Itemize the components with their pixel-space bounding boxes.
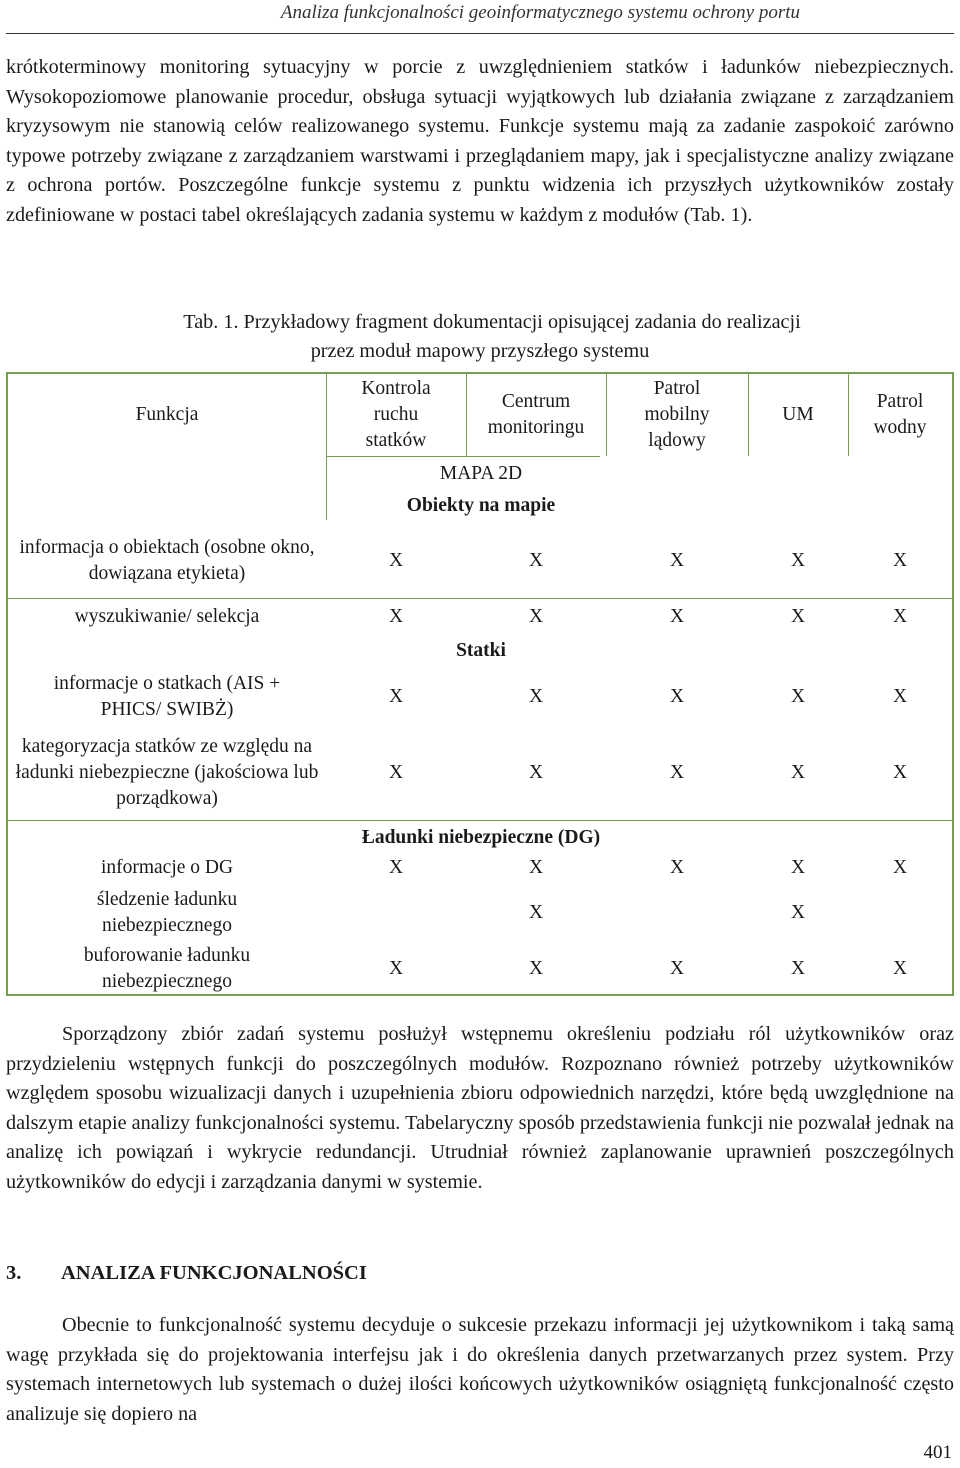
row-function: buforowanie ładunku niebezpiecznego [83,945,251,992]
row-mark: X [528,762,544,783]
section-obiekty: Obiekty na mapie [406,495,556,516]
row-function: informacje o statkach (AIS + PHICS/ SWIBŻ) [53,673,281,720]
row-function: informacja o obiektach (osobne okno, dowiązana etykieta) [19,537,315,584]
col-header-centrum-monitoringu: Centrum monitoringu [487,391,585,438]
section-statki: Statki [456,640,506,661]
col-header-um: UM [782,404,814,425]
section-title: ANALIZA FUNKCJONALNOŚCI [61,1262,367,1284]
row-mark: X [388,606,404,627]
row-mark: X [892,762,908,783]
row-mark [606,886,748,940]
row-mark: X [892,958,908,979]
row-mark [326,886,466,940]
row-mark: X [892,857,908,878]
section-ladunki: Ładunki niebezpieczne (DG) [361,827,601,848]
header-rule [6,33,954,34]
row-function: śledzenie ładunku niebezpiecznego [96,889,238,936]
header-function: Funkcja [135,404,199,425]
running-header [0,0,960,34]
row-mark: X [790,686,806,707]
row-mark: X [892,606,908,627]
row-mark: X [790,857,806,878]
row-mark: X [528,550,544,571]
intro-paragraph: krótkoterminowy monitoring sytuacyjny w porcie z uwzględnieniem statków i ładunków niebezpiecznych. Wysokopoziomowe planowanie procedur, obsługa sytuacji wyjątkowych lub działania związane z zarządzaniem kryzysowym nie stanowią celów realizowanego systemu. Funkcje systemu mają za zadanie zaspokoić zarówno typowe potrzeby związane z zarządzaniem warstwami i przeglądaniem mapy, jak i specjalistyczne analizy związane z ochrona portów. Poszczególne funkcje systemu z punktu widzenia ich przyszłych użytkowników zostały zdefiniowane w postaci tabel określających zadania systemu w każdym z modułów (Tab. 1). [6,56,954,226]
row-mark: X [669,550,685,571]
table-caption-line1: Tab. 1. Przykładowy fragment dokumentacji opisującej zadania do realizacji [183,311,801,333]
col-header-patrol-wodny: Patrol wodny [873,391,927,438]
page-number: 401 [923,1442,952,1463]
row-mark: X [388,762,404,783]
col-header-patrol-ladowy: Patrol mobilny lądowy [644,378,710,451]
row-mark: X [669,762,685,783]
row-function: informacje o DG [100,857,234,878]
row-mark: X [669,958,685,979]
running-header-title: Analiza funkcjonalności geoinformatycznego systemu ochrony portu [280,2,800,23]
section-number: 3. [6,1262,22,1284]
row-mark: X [669,606,685,627]
row-mark: X [388,686,404,707]
paragraph-2: Sporządzony zbiór zadań systemu posłużył wstępnemu określeniu podziału ról użytkowników oraz przydzieleniu wstępnych funkcji do poszczególnych modułów. Rozpoznano również potrzeby użytkowników względem sposobu wizualizacji danych i uzupełnienia zbioru odpowiednich narzędzi, które będą uwzględnione na dalszym etapie analizy funkcjonalności systemu. Tabelaryczny sposób przedstawienia funkcji nie pozwalał jednak na analizę ich powiązań i wykrycie redundancji. Utrudniał również zaplanowanie uprawnień poszczególnych użytkowników do edycji i zarządzania danymi w systemie. [6,1023,954,1193]
row-mark: X [790,902,806,923]
row-mark: X [528,958,544,979]
row-mark: X [790,606,806,627]
table-caption-line2: przez moduł mapowy przyszłego systemu [310,340,650,362]
row-mark: X [790,762,806,783]
row-mark: X [528,857,544,878]
row-function: wyszukiwanie/ selekcja [74,606,260,627]
row-mark: X [388,958,404,979]
row-mark: X [528,606,544,627]
row-mark: X [669,857,685,878]
row-mark [848,886,952,940]
row-mark: X [528,686,544,707]
row-mark: X [528,902,544,923]
functions-table [6,372,954,996]
row-mark: X [388,550,404,571]
module-label: MAPA 2D [439,463,523,484]
paragraph-3: Obecnie to funkcjonalność systemu decyduje o sukcesie przekazu informacji jej użytkownikom i taką samą wagę przykłada się do projektowania interfejsu jak i do określenia danych przetwarzanych przez system. Przy systemach internetowych lub systemach o dużej ilości końcowych użytkowników osiągniętą funkcjonalność często analizuje się dopiero na [6,1314,954,1425]
row-mark: X [892,686,908,707]
row-mark: X [892,550,908,571]
section-heading [6,1258,367,1288]
row-mark: X [388,857,404,878]
row-mark: X [790,958,806,979]
row-mark: X [669,686,685,707]
row-function: kategoryzacja statków ze względu na ładunki niebezpieczne (jakościowa lub porządkowa) [15,736,319,809]
row-mark: X [790,550,806,571]
col-header-kontrola-ruchu: Kontrola ruchu statków [361,378,431,451]
